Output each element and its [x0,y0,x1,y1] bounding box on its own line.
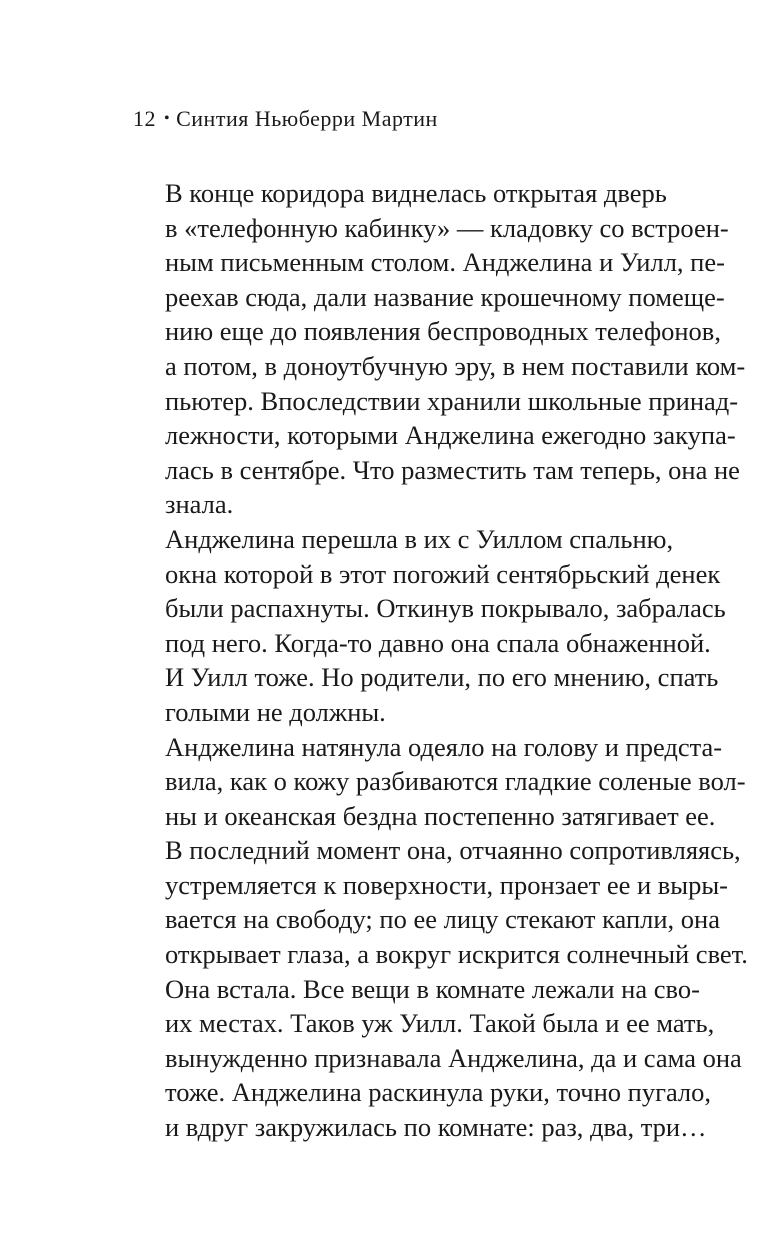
body-text [133,176,748,1145]
text-line: И Уилл тоже. Но родители, по его мнению, спать [165,662,719,693]
text-line: а потом, в доноутбучную эру, в нем поставили ком- [165,350,746,381]
text-line: лась в сентябре. Что разместить там теперь, она не [165,454,740,485]
text-line: лежности, которыми Анджелина ежегодно закупа- [165,420,736,451]
text-line: в «телефонную кабинку» — кладовку со встроен- [165,212,729,243]
text-line: пьютер. Впоследствии хранили школьные принад- [165,385,739,416]
text-line: окна которой в этот погожий сентябрьский денек [165,558,721,589]
text-line: ны и океанская бездна постепенно затягивает ее. [165,800,716,831]
text-line: вила, как о кожу разбиваются гладкие соленые вол- [165,766,746,797]
text-line: тоже. Анджелина раскинула руки, точно пугало, [165,1077,712,1108]
text-line: ным письменным столом. Анджелина и Уилл, пе- [165,247,725,278]
page-number: 12 [133,106,156,131]
text-line: голыми не должны. [165,696,386,727]
paragraph [133,176,746,522]
text-line: знала. [165,489,234,520]
text-line: В последний момент она, отчаянно сопротивляясь, [165,835,741,866]
text-line: их местах. Таков уж Уилл. Такой была и ее мать, [165,1008,715,1039]
author-name: Синтия Ньюберри Мартин [176,106,438,131]
text-line: вынужденно признавала Анджелина, да и сама она [165,1042,742,1073]
text-line: В конце коридора виднелась открытая дверь [165,178,667,208]
text-line: под него. Когда-то давно она спала обнаженной. [165,627,711,658]
text-line: Анджелина натянула одеяло на голову и предста- [165,731,723,762]
text-line: и вдруг закружилась по комнате: раз, два, три… [165,1112,707,1143]
paragraph [133,522,726,730]
text-line: реехав сюда, дали название крошечному помеще- [165,281,725,312]
text-line: нию еще до появления беспроводных телефонов, [165,316,721,347]
text-line: устремляется к поверхности, пронзает ее и выры- [165,869,728,900]
text-line: Она встала. Все вещи в комнате лежали на сво- [165,973,700,1004]
text-line: были распахнуты. Откинув покрывало, забралась [165,593,726,624]
text-line: Анджелина перешла в их с Уиллом спальню, [165,523,674,554]
running-head [133,104,438,137]
text-line: вается на свободу; по ее лицу стекают капли, она [165,904,720,935]
paragraph [133,972,742,1145]
text-line: открывает глаза, а вокруг искрится солнечный свет. [165,939,748,970]
paragraph [133,730,748,972]
bullet-separator: • [164,110,171,127]
